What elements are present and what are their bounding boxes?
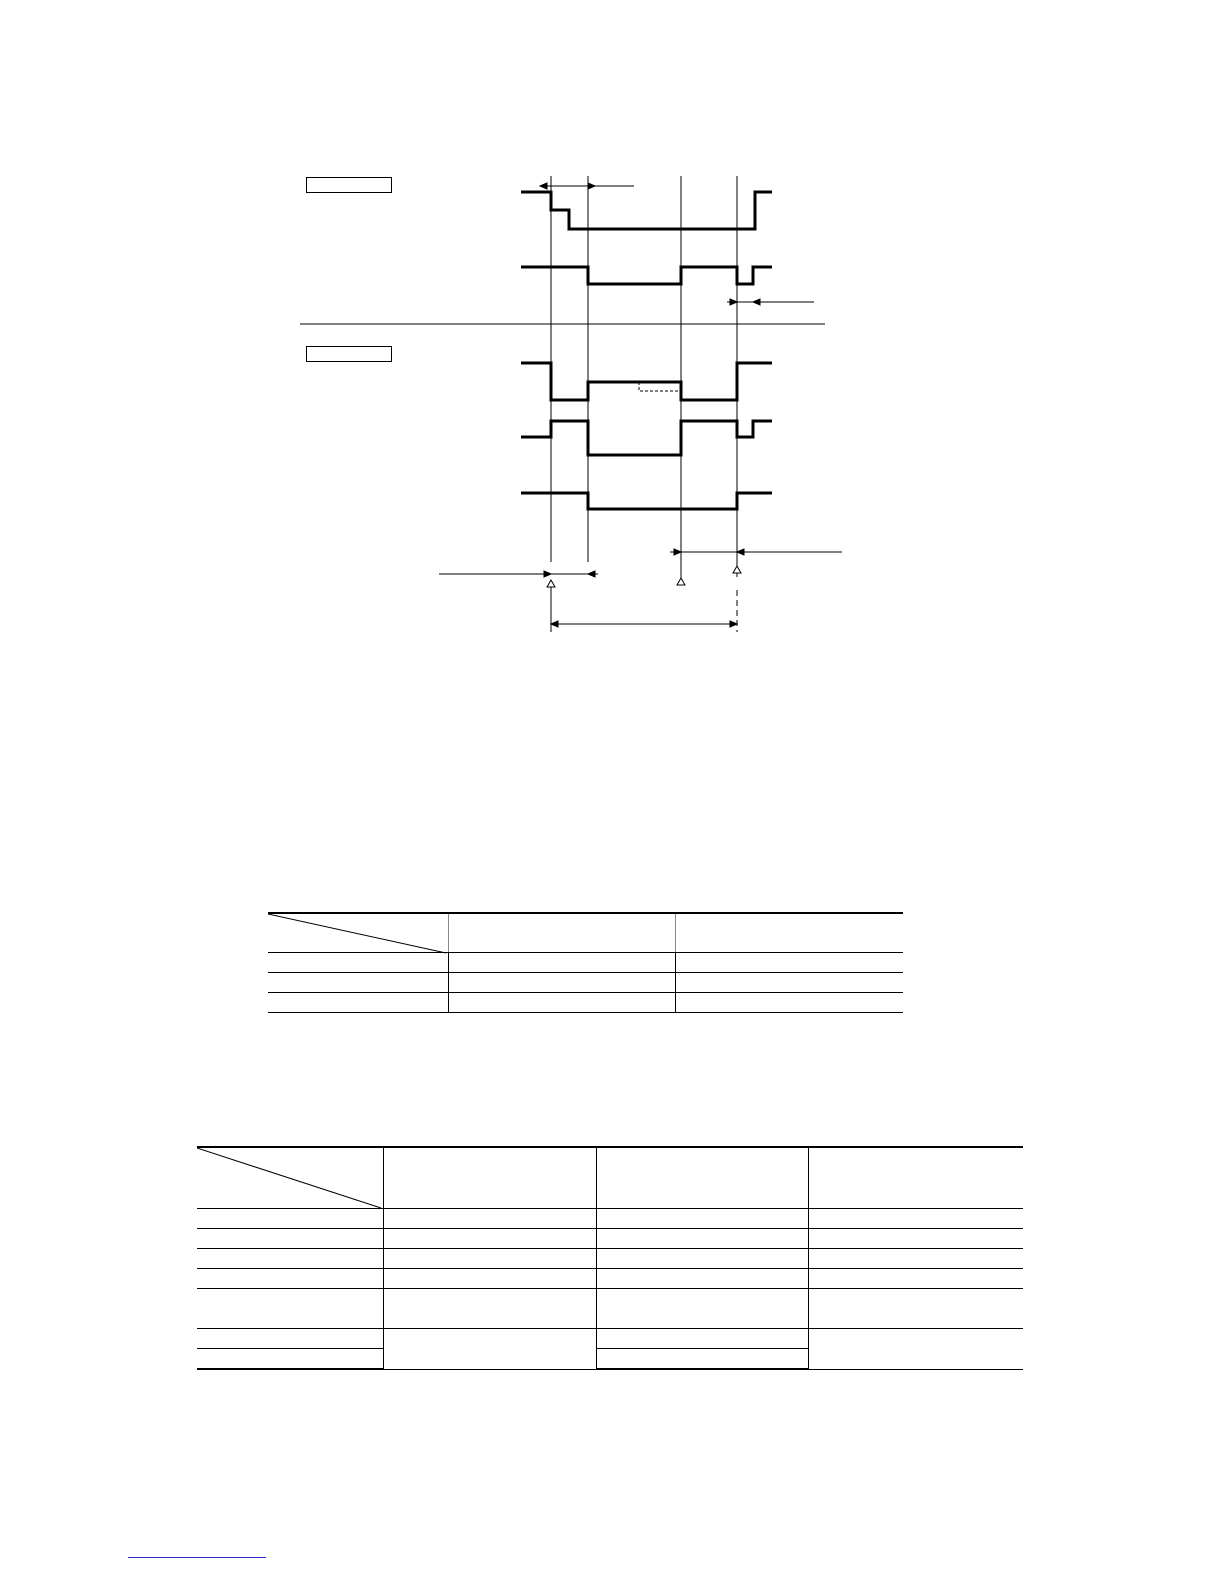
table-cell <box>596 1209 808 1229</box>
table-cell <box>383 1209 596 1229</box>
trigger-marker-3 <box>733 566 741 573</box>
waveform-4 <box>521 421 772 455</box>
top-group-label-box <box>306 177 392 193</box>
table-cell <box>596 1289 808 1329</box>
table-merged-cell <box>808 1329 1023 1370</box>
table-cell <box>596 1249 808 1269</box>
table-cell <box>197 1209 383 1229</box>
table-cell <box>268 973 448 993</box>
arrowhead-right-4 <box>544 571 551 577</box>
bottom-group-label-box <box>306 346 392 362</box>
table-row <box>197 1209 1023 1229</box>
table-a-header-cell <box>675 913 903 953</box>
table-cell <box>197 1289 383 1329</box>
table-cell <box>675 953 903 973</box>
table-row <box>197 1249 1023 1269</box>
arrowhead-right <box>588 183 595 189</box>
diagonal-divider <box>197 1148 383 1210</box>
table-cell <box>596 1329 808 1349</box>
table-row <box>268 973 903 993</box>
table-cell <box>808 1269 1023 1289</box>
table-cell <box>197 1269 383 1289</box>
table-cell <box>596 1229 808 1249</box>
table-cell <box>675 973 903 993</box>
waveform-2 <box>521 267 772 284</box>
table-cell <box>808 1289 1023 1329</box>
table-b <box>197 1146 1023 1370</box>
table-merged-cell <box>383 1329 596 1370</box>
waveform-5 <box>521 493 772 509</box>
table-cell <box>197 1229 383 1249</box>
table-cell <box>448 973 675 993</box>
table-cell <box>383 1289 596 1329</box>
table-row <box>197 1329 1023 1349</box>
table-cell <box>383 1249 596 1269</box>
table-b-header-cell <box>383 1147 596 1209</box>
table-cell <box>383 1269 596 1289</box>
waveform-1 <box>521 192 772 229</box>
table-row <box>268 953 903 973</box>
arrowhead-left <box>540 183 547 189</box>
table-b-header-cell <box>596 1147 808 1209</box>
table-cell <box>268 953 448 973</box>
arrowhead-right-3 <box>674 549 681 555</box>
arrowhead-left-4 <box>588 571 595 577</box>
table-cell <box>197 1329 383 1349</box>
arrowhead-left-2 <box>753 299 760 305</box>
table-row <box>268 993 903 1013</box>
arrowhead-period-left <box>551 621 558 627</box>
trigger-marker-1 <box>547 580 555 587</box>
time-reference-lines <box>551 176 737 578</box>
table-a-corner-cell <box>268 913 448 953</box>
table-row <box>197 1269 1023 1289</box>
table-cell <box>675 993 903 1013</box>
table-row <box>197 1229 1023 1249</box>
table-row <box>197 1289 1023 1329</box>
table-cell <box>448 993 675 1013</box>
waveform-3 <box>521 363 772 400</box>
trigger-marker-2 <box>677 578 685 585</box>
table-cell <box>383 1229 596 1249</box>
arrowhead-period-right <box>730 621 737 627</box>
footer-link[interactable] <box>128 1557 266 1558</box>
table-a-header-cell <box>448 913 675 953</box>
table-a <box>268 912 903 1013</box>
table-a-header <box>268 913 903 953</box>
table-cell <box>808 1249 1023 1269</box>
table-b-header-cell <box>808 1147 1023 1209</box>
diagonal-divider <box>268 914 448 954</box>
table-cell <box>808 1229 1023 1249</box>
table-cell <box>596 1269 808 1289</box>
table-cell <box>268 993 448 1013</box>
table-cell <box>596 1349 808 1370</box>
table-cell <box>197 1349 383 1370</box>
table-cell <box>808 1209 1023 1229</box>
table-b-corner-cell <box>197 1147 383 1209</box>
arrowhead-right-2 <box>730 299 737 305</box>
table-cell <box>197 1249 383 1269</box>
table-b-header <box>197 1147 1023 1209</box>
arrowhead-left-3 <box>737 549 744 555</box>
timing-diagram <box>0 0 1224 700</box>
table-cell <box>448 953 675 973</box>
